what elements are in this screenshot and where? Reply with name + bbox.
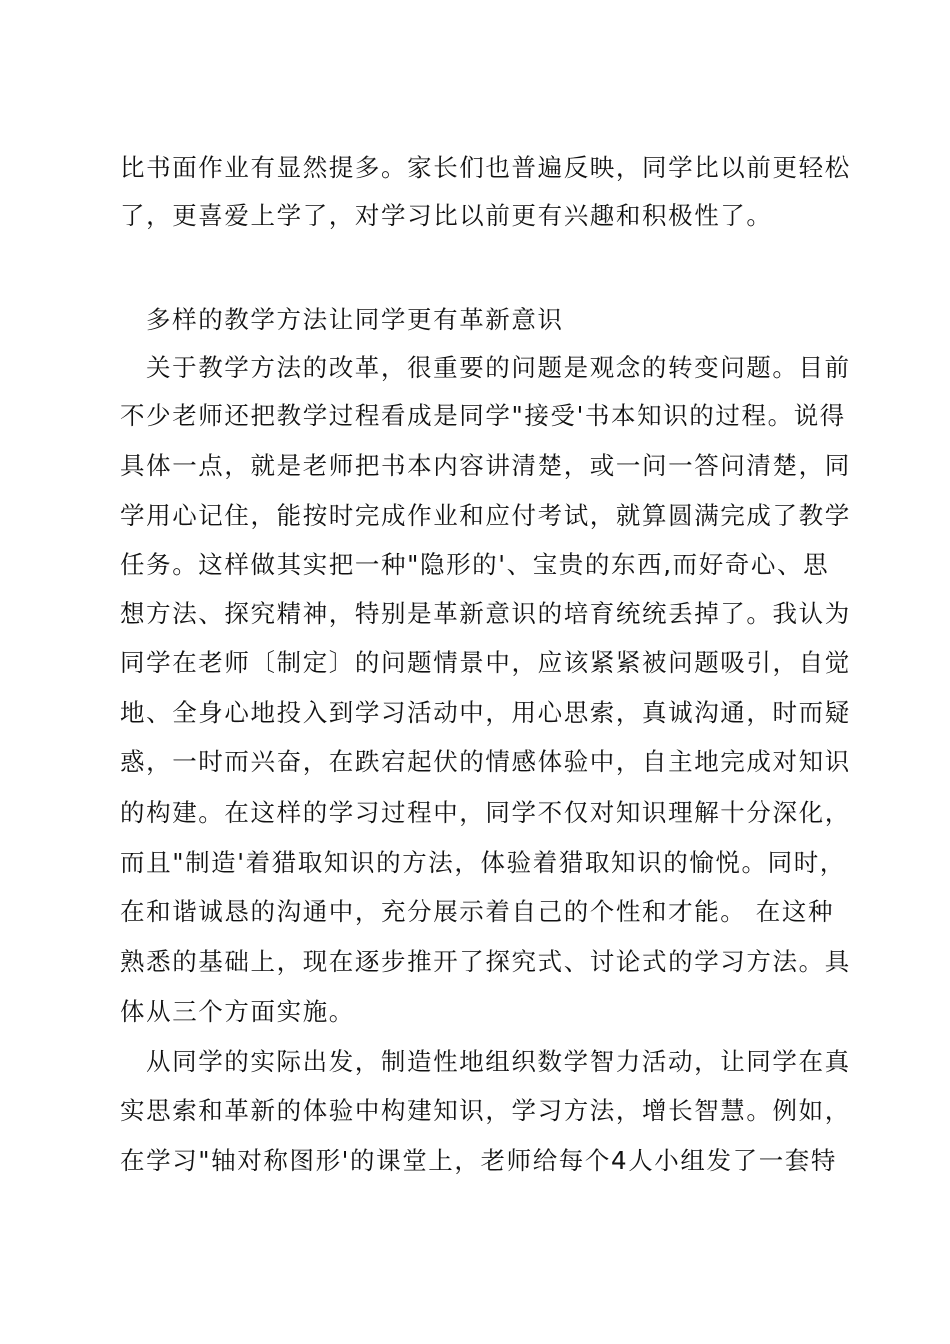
text-line: 任务。这样做其实把一种"隐形的'、宝贵的东西,而好奇心、思 (120, 550, 830, 579)
text-line: 了，更喜爱上学了，对学习比以前更有兴趣和积极性了。 (120, 201, 773, 230)
section-heading: 多样的教学方法让同学更有革新意识 (146, 305, 564, 334)
text-line: 熟悉的基础上，现在逐步推开了探究式、讨论式的学习方法。具 (120, 947, 851, 976)
text-line: 具体一点，就是老师把书本内容讲清楚，或一问一答问清楚，同 (120, 451, 851, 480)
text-line: 体从三个方面实施。 (120, 997, 355, 1026)
paragraph-start-line: 关于教学方法的改革，很重要的问题是观念的转变问题。目前 (146, 353, 851, 382)
text-line: 比书面作业有显然提多。家长们也普遍反映，同学比以前更轻松 (120, 153, 851, 182)
text-line: 同学在老师〔制定〕的问题情景中，应该紧紧被问题吸引，自觉 (120, 648, 851, 677)
paragraph-start-line: 从同学的实际出发，制造性地组织数学智力活动，让同学在真 (146, 1047, 851, 1076)
text-line: 惑，一时而兴奋，在跌宕起伏的情感体验中，自主地完成对知识 (120, 747, 851, 776)
text-line: 不少老师还把教学过程看成是同学"接受'书本知识的过程。说得 (120, 401, 846, 430)
text-line: 在学习"轴对称图形'的课堂上，老师给每个4人小组发了一套特 (120, 1146, 837, 1175)
text-line: 想方法、探究精神，特别是革新意识的培育统统丢掉了。我认为 (120, 599, 851, 628)
text-line: 地、全身心地投入到学习活动中，用心思索，真诚沟通，时而疑 (120, 698, 851, 727)
text-line: 实思索和革新的体验中构建知识，学习方法，增长智慧。例如， (120, 1096, 851, 1125)
text-line: 在和谐诚恳的沟通中，充分展示着自己的个性和才能。 在这种 (120, 897, 835, 926)
text-line: 的构建。在这样的学习过程中，同学不仅对知识理解十分深化， (120, 798, 851, 827)
text-line: 学用心记住，能按时完成作业和应付考试，就算圆满完成了教学 (120, 501, 851, 530)
text-line: 而且"制造'着猎取知识的方法，体验着猎取知识的愉悦。同时， (120, 848, 846, 877)
